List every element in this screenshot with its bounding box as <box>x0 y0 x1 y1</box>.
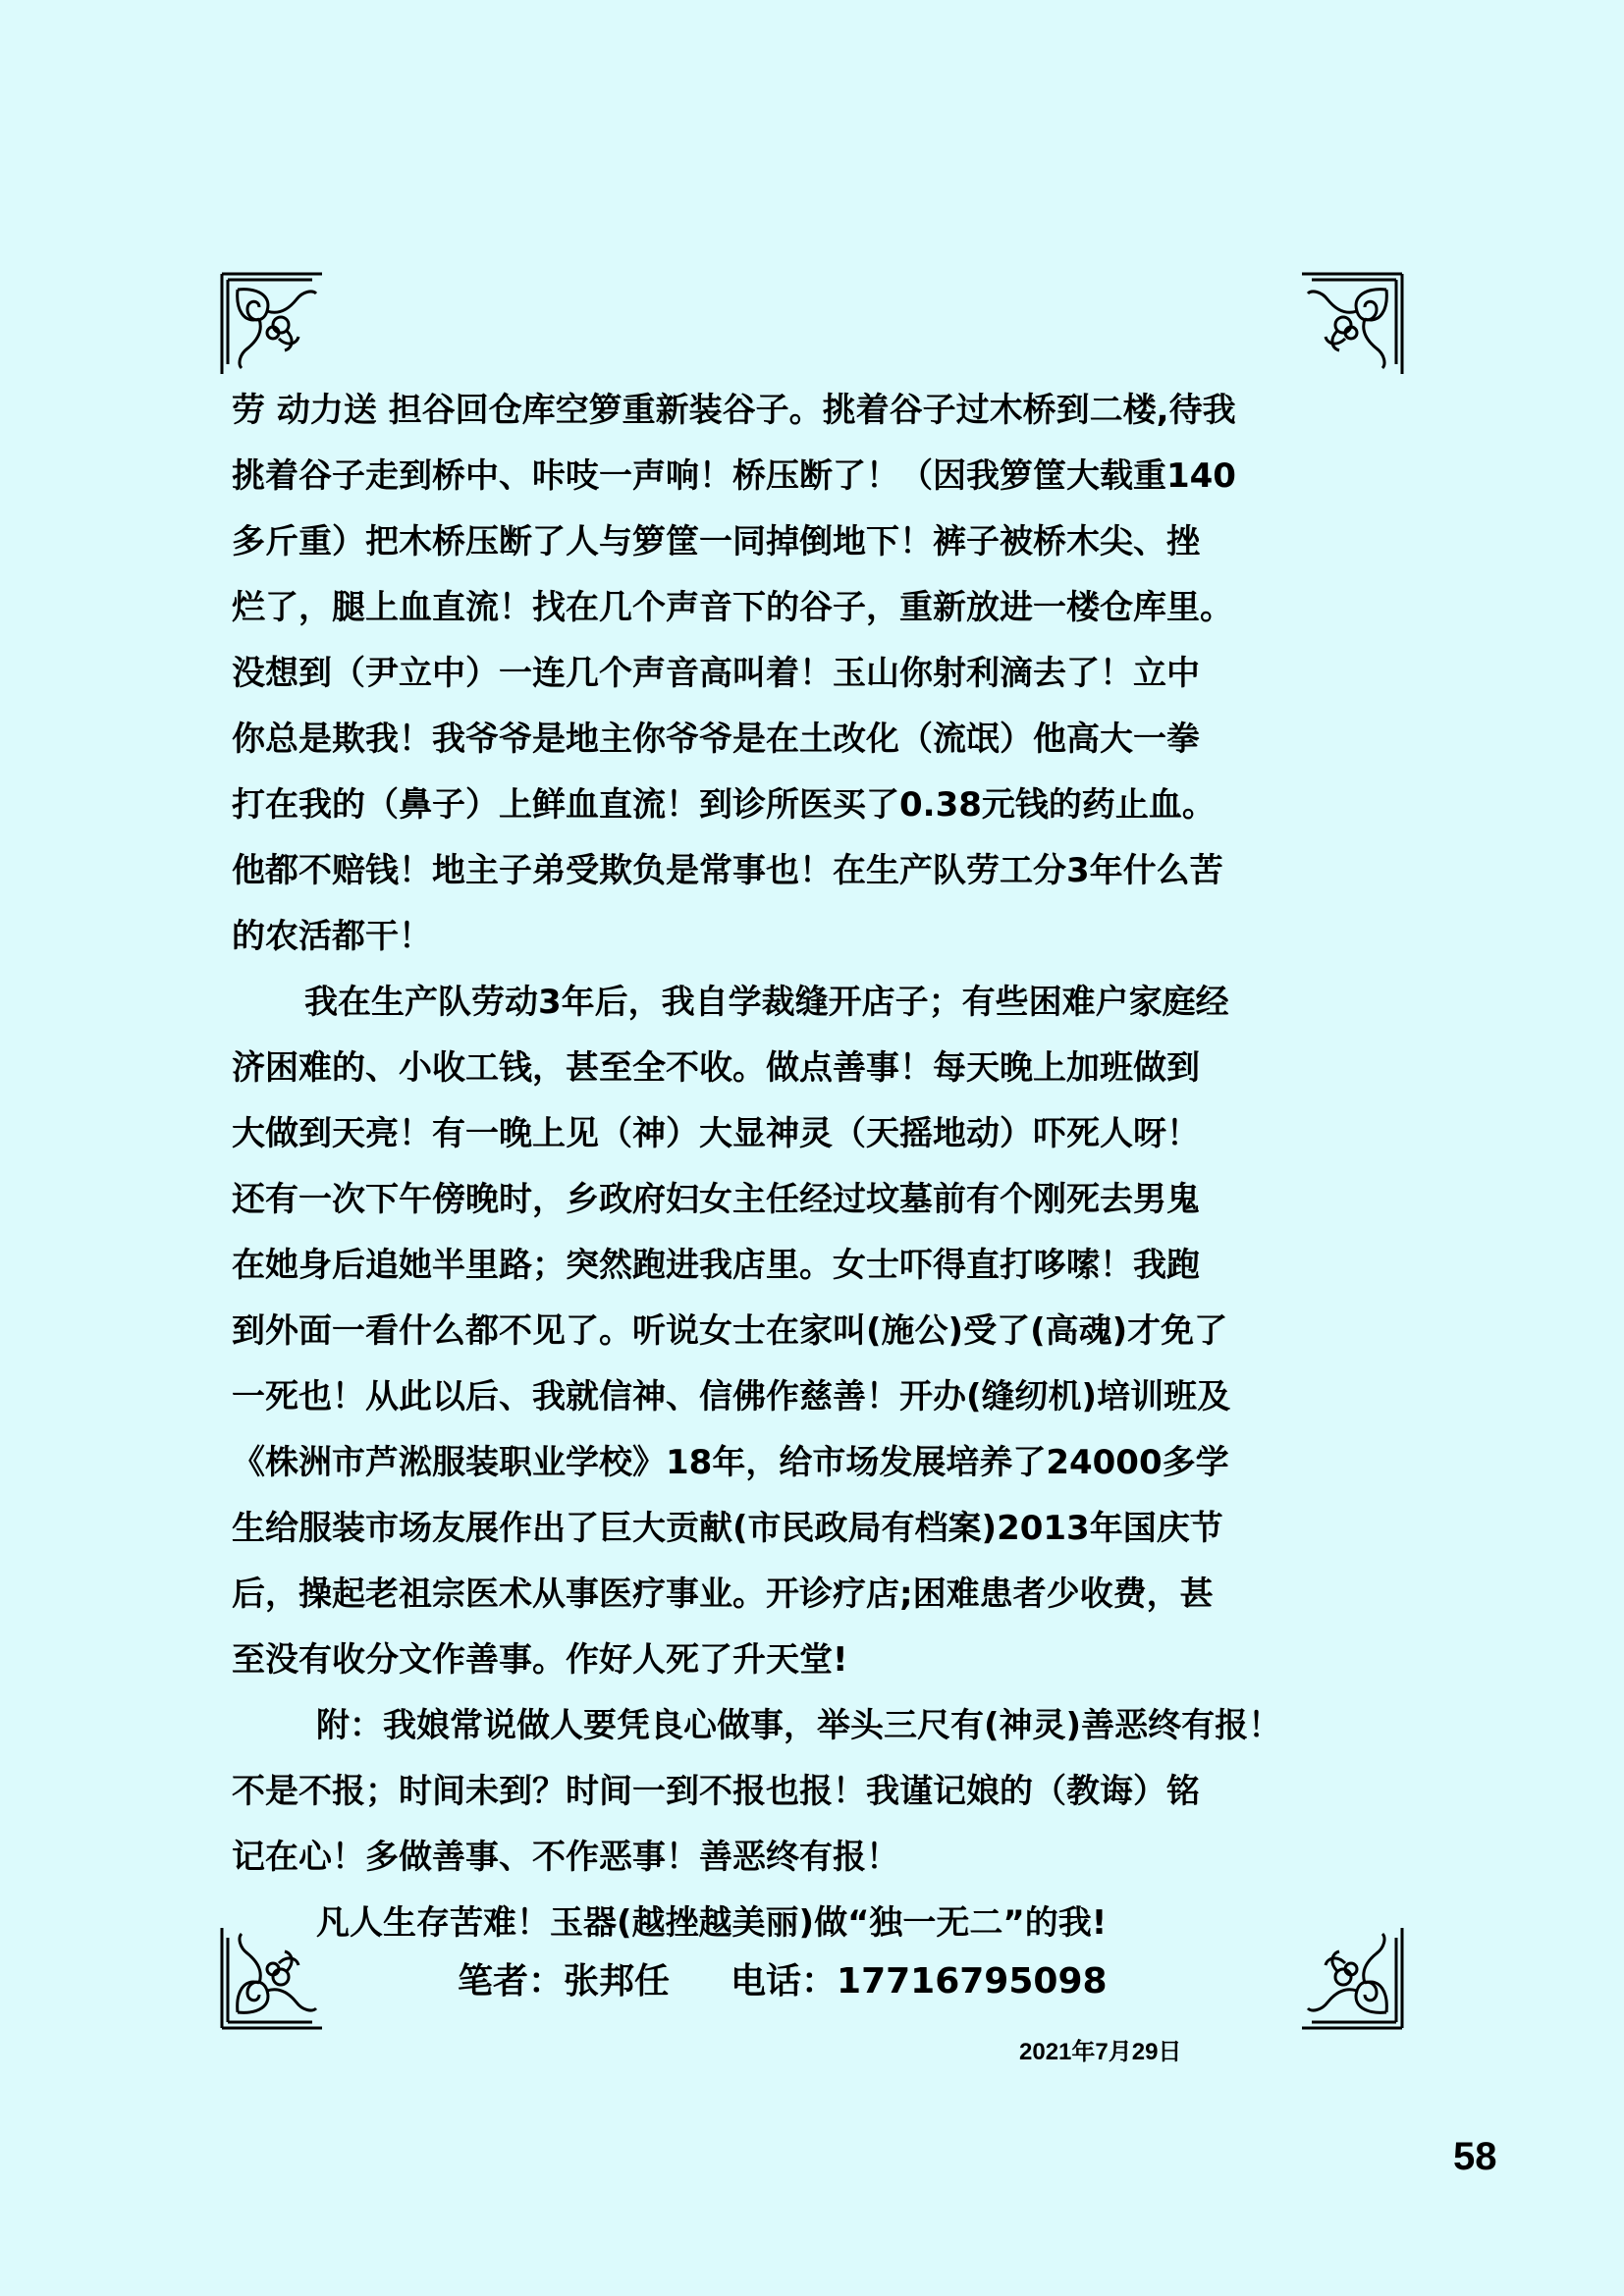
text-line: 大做到天亮！有一晚上见（神）大显神灵（天摇地动）吓死人呀！ <box>232 1114 1200 1153</box>
text-line: 烂了，腿上血直流！找在几个声音下的谷子，重新放进一楼仓库里。 <box>232 588 1233 627</box>
paragraph-start-line: 附：我娘常说做人要凭良心做事，举头三尺有(神灵)善恶终有报！ <box>316 1706 1282 1745</box>
page-number: 58 <box>1453 2135 1497 2178</box>
date-label: 2021年7月29日 <box>1019 2039 1182 2065</box>
body-text <box>232 378 1449 1956</box>
text-line: 《株洲市芦淞服装职业学校》18年，给市场发展培养了24000多学 <box>232 1443 1229 1482</box>
text-line: 的农活都干！ <box>232 917 432 956</box>
text-line: 到外面一看什么都不见了。听说女士在家叫(施公)受了(高魂)才免了 <box>232 1311 1228 1351</box>
text-line: 打在我的（鼻子）上鲜血直流！到诊所医买了0.38元钱的药止血。 <box>232 785 1216 825</box>
ornament-corner-top-left-icon <box>218 270 326 378</box>
text-line: 没想到（尹立中）一连几个声音高叫着！玉山你射利滴去了！立中 <box>232 654 1200 693</box>
text-line: 挑着谷子走到桥中、咔吱一声响！桥压断了！（因我箩筐大载重140 <box>232 456 1236 496</box>
text-line: 多斤重）把木桥压断了人与箩筐一同掉倒地下！裤子被桥木尖、挫 <box>232 522 1200 561</box>
phone-label: 电话：17716795098 <box>731 1961 1108 2002</box>
text-line: 不是不报；时间未到？时间一到不报也报！我谨记娘的（教诲）铭 <box>232 1772 1200 1811</box>
text-line: 生给服装市场友展作出了巨大贡献(市民政局有档案)2013年国庆节 <box>232 1509 1223 1548</box>
text-line: 记在心！多做善事、不作恶事！善恶终有报！ <box>232 1838 899 1877</box>
text-line: 一死也！从此以后、我就信神、信佛作慈善！开办(缝纫机)培训班及 <box>232 1377 1231 1416</box>
author-label: 笔者：张邦任 <box>458 1961 671 2002</box>
text-line: 还有一次下午傍晚时，乡政府妇女主任经过坟墓前有个刚死去男鬼 <box>232 1180 1200 1219</box>
ornament-corner-top-right-icon <box>1298 270 1406 378</box>
paragraph-start-line: 凡人生存苦难！玉器(越挫越美丽)做“独一无二”的我! <box>316 1903 1108 1943</box>
text-line: 你总是欺我！我爷爷是地主你爷爷是在土改化（流氓）他高大一拳 <box>232 720 1200 759</box>
text-line: 劳 动力送 担谷回仓库空箩重新装谷子。挑着谷子过木桥到二楼,待我 <box>232 391 1236 430</box>
paragraph-start-line: 我在生产队劳动3年后，我自学裁缝开店子；有些困难户家庭经 <box>304 983 1229 1022</box>
text-line: 他都不赔钱！地主子弟受欺负是常事也！在生产队劳工分3年什么苦 <box>232 851 1223 890</box>
text-line: 后，操起老祖宗医术从事医疗事业。开诊疗店;困难患者少收费，甚 <box>232 1575 1214 1614</box>
text-line: 济困难的、小收工钱，甚至全不收。做点善事！每天晚上加班做到 <box>232 1048 1200 1088</box>
text-line: 在她身后追她半里路；突然跑进我店里。女士吓得直打哆嗦！我跑 <box>232 1246 1200 1285</box>
author-signature <box>458 1953 1108 2003</box>
text-line: 至没有收分文作善事。作好人死了升天堂! <box>232 1640 848 1680</box>
